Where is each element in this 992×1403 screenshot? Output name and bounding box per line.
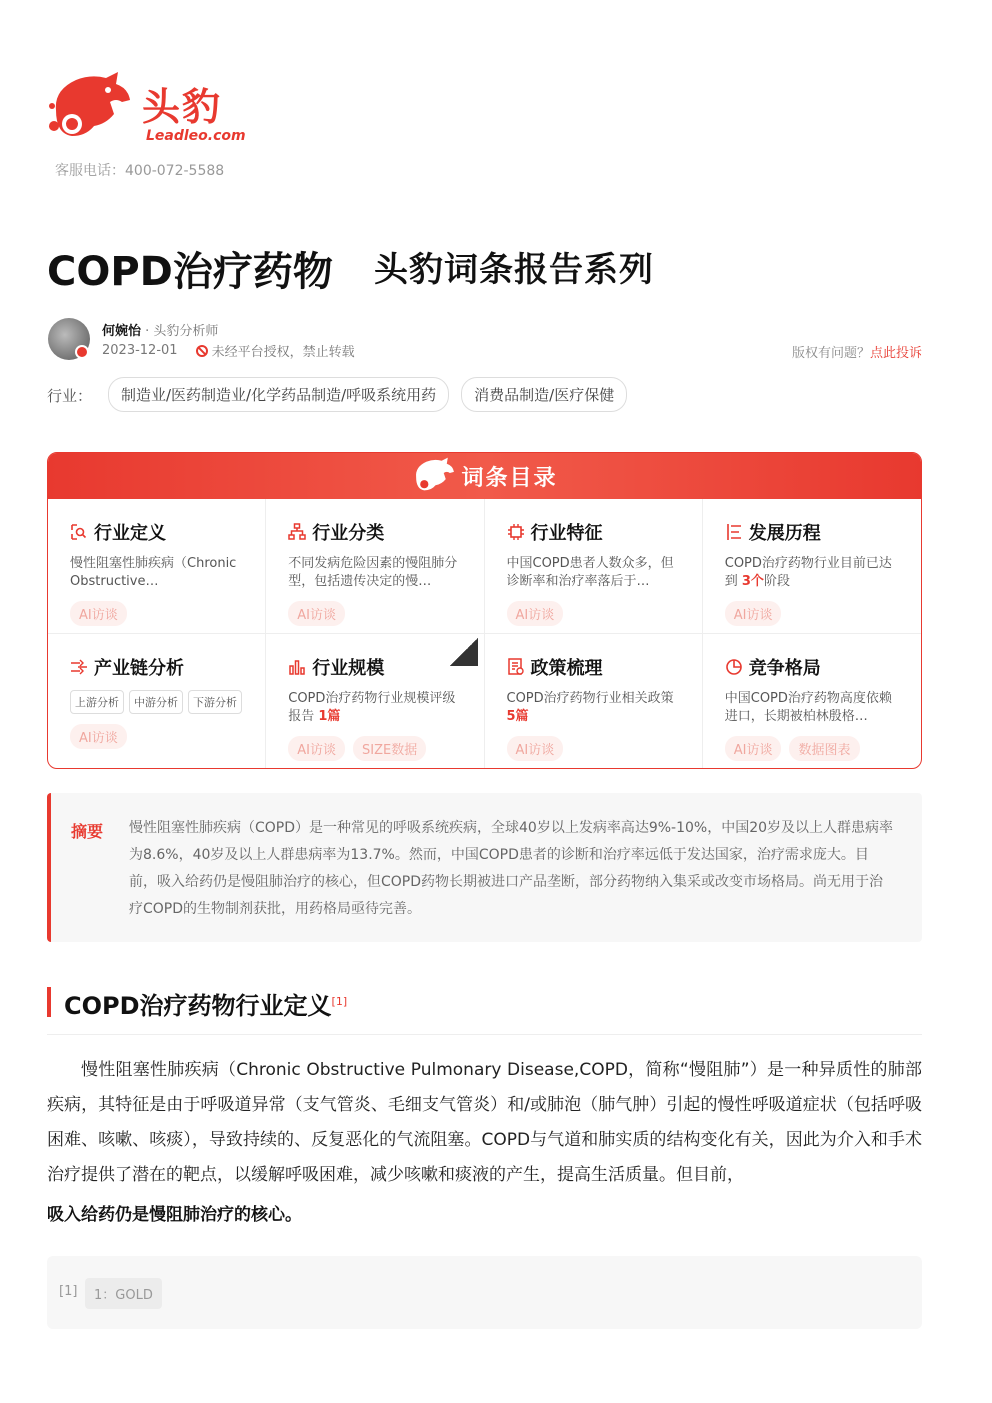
toc-item-title: 行业分类 [312, 523, 385, 544]
hotline-text: 客服电话：400-072-5588 [55, 163, 225, 179]
brand-site: Leadleo.com [146, 128, 246, 144]
ban-icon [196, 345, 208, 357]
desc-highlight: 3个 [741, 574, 764, 589]
copyright-question: 版权有问题？ [791, 346, 870, 361]
brand-name: 头豹 [142, 85, 223, 129]
copy-notice [196, 341, 355, 360]
chain-icon [70, 658, 88, 676]
ai-interview-chip[interactable]: AI访谈 [725, 736, 782, 761]
toc-item-title: 产业链分析 [94, 658, 184, 679]
meta-line [102, 341, 355, 360]
size-data-chip[interactable]: SIZE数据 [353, 736, 426, 761]
complaint-link[interactable]: 点此投诉 [869, 346, 922, 361]
downstream-tag[interactable]: 下游分析 [188, 690, 242, 714]
section-body: 慢性阻塞性肺疾病（Chronic Obstructive Pulmonary Disease,COPD，简称“慢阻肺”）是一种异质性的肺部疾病，其特征是由于呼吸道异常（支气管炎、毛细支气管炎）和/或肺泡（肺气肿）引起的慢性呼吸道症状（包括呼吸困难、咳嗽、咳痰），导致持续的、反复恶化的气流阻塞。COPD与气道和肺实质的结构变化有关，因此为介入和手术治疗提供了潜在的靶点，以缓解呼吸困难，减少咳嗽和痰液的产生，提高生活质量。但目前， [47, 1060, 922, 1185]
copyright-line [792, 342, 922, 361]
toc-item-definition[interactable] [48, 499, 266, 634]
author-name[interactable]: 何婉怡 [102, 324, 142, 339]
toc-item-desc: 慢性阻塞性肺疾病（Chronic Obstructive… [70, 556, 237, 589]
toc-item-desc: 不同发病危险因素的慢阻肺分型，包括遗传决定的慢… [288, 556, 458, 589]
toc-item-features[interactable] [485, 499, 703, 634]
author-role: · 头豹分析师 [145, 324, 219, 339]
ai-interview-chip[interactable]: AI访谈 [288, 601, 345, 626]
copy-notice-text: 未经平台授权，禁止转载 [211, 345, 355, 360]
desc-text: COPD治疗药物行业规模评级报告 [288, 691, 456, 724]
avatar-badge-icon [75, 345, 89, 359]
ai-interview-chip[interactable]: AI访谈 [70, 724, 127, 749]
brand-logo[interactable] [46, 70, 246, 150]
footnote-index: [1] [59, 1284, 78, 1299]
section-body-bold: 吸入给药仍是慢阻肺治疗的核心。 [47, 1205, 302, 1225]
industry-tags [108, 377, 627, 412]
policy-doc-icon [507, 658, 525, 676]
toc-item-desc: 中国COPD治疗药物高度依赖进口，长期被柏林殷格… [724, 691, 892, 724]
section-title [64, 986, 347, 1021]
divider [47, 1034, 922, 1035]
bar-chart-icon [288, 658, 306, 676]
toc-grid [48, 499, 921, 769]
desc-text: 阶段 [763, 574, 790, 589]
reference-marker[interactable]: [1] [331, 995, 348, 1008]
pie-chart-icon [725, 658, 743, 676]
ai-interview-chip[interactable]: AI访谈 [70, 601, 127, 626]
ai-interview-chip[interactable]: AI访谈 [725, 601, 782, 626]
ai-interview-chip[interactable]: AI访谈 [288, 736, 345, 761]
report-series-title: 头豹词条报告系列 [374, 250, 654, 290]
toc-item-competition[interactable] [703, 634, 921, 769]
toc-item-title: 发展历程 [748, 523, 821, 544]
footnote-source[interactable]: 1：GOLD [85, 1278, 162, 1309]
toc-item-title: 行业规模 [312, 658, 385, 679]
hierarchy-icon [288, 523, 306, 541]
toc-item-history[interactable] [703, 499, 921, 634]
desc-highlight: 1篇 [318, 709, 341, 724]
toc-item-policy[interactable] [485, 634, 703, 769]
upstream-tag[interactable]: 上游分析 [70, 690, 124, 714]
toc-item-title: 竞争格局 [748, 658, 821, 679]
leopard-logo-icon [411, 456, 457, 494]
toc-header [48, 453, 921, 499]
industry-label: 行业： [47, 387, 93, 405]
toc-item-classification[interactable] [266, 499, 484, 634]
toc-item-desc [288, 690, 461, 726]
summary-text: 慢性阻塞性肺疾病（COPD）是一种常见的呼吸系统疾病，全球40岁以上发病率高达9%-10%，中国20岁及以上人群患病率为8.6%，40岁及以上人群患病率为13.7%。然而，中国COPD患者的诊断和治疗率远低于发达国家，治疗需求庞大。目前，吸入给药仍是慢阻肺治疗的核心，但COPD药物长期被进口产品垄断，部分药物纳入集采或改变市场格局。尚无用于治疗COPD的生物制剂获批，用药格局亟待完善。 [129, 820, 894, 917]
desc-text: COPD治疗药物行业相关政策 [506, 691, 674, 706]
desc-text: COPD治疗药物行业目前已达到 [724, 556, 892, 589]
toc-item-value-chain[interactable] [48, 634, 266, 769]
industry-tag[interactable]: 制造业/医药制造业/化学药品制造/呼吸系统用药 [108, 377, 449, 412]
ai-interview-chip[interactable]: AI访谈 [507, 736, 564, 761]
author-line [102, 320, 218, 339]
toc-item-desc [507, 690, 680, 726]
summary-box [47, 793, 922, 942]
midstream-tag[interactable]: 中游分析 [129, 690, 183, 714]
toc-title-text: 词条目录 [461, 466, 558, 491]
ai-interview-chip[interactable]: AI访谈 [507, 601, 564, 626]
toc-item-title: 政策梳理 [530, 658, 603, 679]
toc-item-desc: 中国COPD患者人数众多，但诊断率和治疗率落后于… [506, 556, 674, 589]
desc-highlight: 5篇 [506, 709, 529, 724]
toc-item-market-size[interactable] [266, 634, 484, 769]
chip-icon [507, 523, 525, 541]
publish-date: 2023-12-01 [102, 343, 178, 358]
toc-item-title: 行业定义 [94, 523, 166, 544]
toc-item-title: 行业特征 [530, 523, 603, 544]
star-corner-icon [450, 638, 478, 666]
footnote-box [47, 1256, 922, 1329]
toc-title [48, 461, 921, 494]
section-title-text: COPD治疗药物行业定义 [64, 992, 332, 1020]
data-chart-chip[interactable]: 数据图表 [789, 736, 859, 761]
leopard-logo-icon [46, 70, 136, 142]
section-accent-bar [47, 987, 51, 1017]
page-title: COPD治疗药物 [47, 249, 333, 295]
timeline-icon [725, 523, 743, 541]
industry-tag[interactable]: 消费品制造/医疗保健 [461, 377, 627, 412]
toc-item-desc [725, 555, 899, 591]
toc-card [47, 452, 922, 769]
search-doc-icon [70, 523, 88, 541]
summary-label: 摘要 [71, 822, 104, 841]
